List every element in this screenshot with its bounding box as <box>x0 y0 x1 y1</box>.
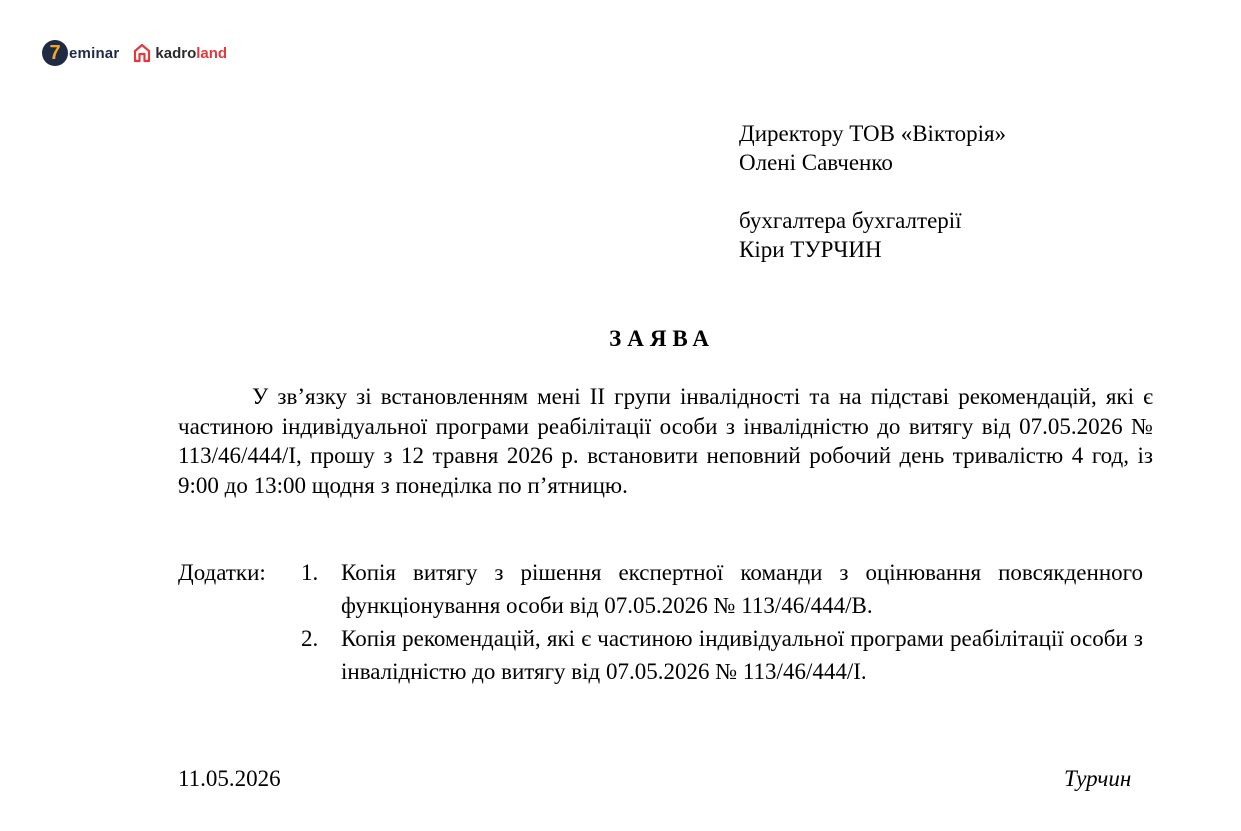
kadroland-logo-part2: land <box>196 44 228 62</box>
seminar-logo-digit: 7 <box>42 40 68 66</box>
signature: Турчин <box>1064 766 1132 791</box>
addressee-position: Директору ТОВ «Вікторія» <box>739 121 1007 146</box>
addressee-name: Олені Савченко <box>739 150 893 175</box>
sender-name: Кіри ТУРЧИН <box>739 237 882 262</box>
kadroland-house-icon <box>132 43 152 63</box>
attachment-item <box>301 622 1143 688</box>
attachments-list <box>301 556 1143 688</box>
attachment-item <box>301 556 1143 622</box>
addressee-block <box>739 119 1006 264</box>
attachment-text: Копія рекомендацій, які є частиною індивідуальної програми реабілітації особи з інвалідністю до витягу від 07.05.2026 № 113/46/444/І. <box>341 626 1143 684</box>
kadroland-logo-part1: kadro <box>155 44 197 62</box>
document-date: 11.05.2026 <box>178 766 281 791</box>
logos <box>42 38 227 68</box>
application-body: У зв’язку зі встановленням мені ІІ групи інвалідності та на підставі рекомендацій, які є частиною індивідуальної програми реабілітації особи з інвалідністю до витягу від 07.05.2026 № 113/46/444/І, прошу з 12 травня 2026 р. встановити неповний робочий день тривалістю 4 год, із 9:00 до 13:00 щодня з понеділка по п’ятницю. <box>178 384 1153 498</box>
attachments-label: Додатки: <box>178 560 266 585</box>
document-title: ЗАЯВА <box>609 326 715 351</box>
sender-position: бухгалтера бухгалтерії <box>739 208 962 233</box>
seminar-logo-word: eminar <box>69 44 120 62</box>
attachment-text: Копія витягу з рішення експертної команди з оцінювання повсякденного функціонування особи від 07.05.2026 № 113/46/444/В. <box>341 560 1143 618</box>
seminar-logo <box>42 40 119 66</box>
attachment-number: 2. <box>301 626 319 651</box>
kadroland-logo <box>132 43 227 63</box>
attachment-number: 1. <box>301 560 319 585</box>
